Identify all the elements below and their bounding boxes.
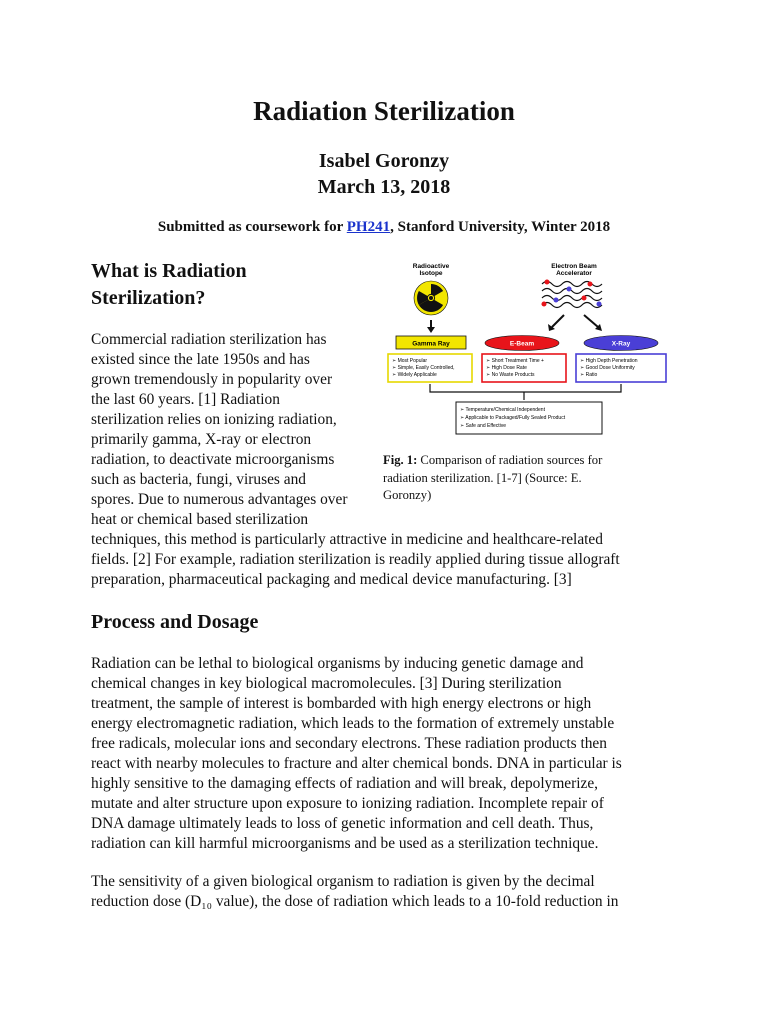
ebeam-point: ➢ High Dose Rate (486, 365, 527, 371)
arrow-left-down-icon (552, 315, 564, 327)
caption-label: Fig. 1: (383, 453, 418, 467)
submission-note (0, 219, 768, 236)
text-line: the last 60 years. [1] Radiation (91, 391, 280, 408)
gamma-point: ➢ Simple, Easily Controlled, (392, 365, 455, 371)
caption-text: Comparison of radiation sources for (417, 453, 603, 467)
gamma-point: ➢ Widely Applicable (392, 372, 437, 378)
text-line: treatment, the sample of interest is bombarded with high energy electrons or high (91, 695, 592, 712)
caption-line: Goronzy) (383, 488, 432, 502)
electron-beam-waves-icon (542, 282, 602, 308)
section-heading-process-dosage: Process and Dosage (91, 611, 259, 633)
text-line: fields. [2] For example, radiation sterilization is readily applied during tissue allograft (91, 551, 620, 568)
radiation-trefoil-icon (414, 281, 448, 315)
text-line: chemical changes in key biological macromolecules. [3] During sterilization (91, 675, 562, 692)
text-line: Radiation can be lethal to biological organisms by inducing genetic damage and (91, 655, 584, 672)
intro-paragraph-continued (91, 530, 691, 590)
text-line: grown tremendously in popularity over (91, 371, 333, 388)
text-line: DNA damage ultimately leads to loss of genetic information and cell death. Thus, (91, 815, 594, 832)
text-line: The sensitivity of a given biological organism to radiation is given by the decimal (91, 873, 595, 890)
text-line: techniques, this method is particularly attractive in medicine and healthcare-related (91, 531, 603, 548)
text-line: radiation, to deactivate microorganisms (91, 451, 335, 468)
intro-paragraph (91, 330, 391, 530)
caption-line (383, 452, 667, 470)
text-line: primarily gamma, X-ray or electron (91, 431, 312, 448)
text-line: mutate and alter structure upon exposure to ionizing radiation. Incomplete repair of (91, 795, 604, 812)
e-beam-label: E-Beam (509, 340, 535, 348)
text-line: reduction dose (D₁₀ value), the dose of radiation which leads to a 10-fold reduction in (91, 893, 619, 910)
text-line: free radicals, molecular ions and secondary electrons. These radiation products then (91, 735, 607, 752)
common-point: ➢ Safe and Effective (460, 423, 507, 429)
author-name: Isabel Goronzy (318, 150, 450, 172)
heading-line: What is Radiation (91, 260, 247, 282)
submission-suffix: , Stanford University, Winter 2018 (390, 219, 611, 235)
text-line: Commercial radiation sterilization has (91, 331, 327, 348)
arrow-right-down-icon (584, 315, 598, 327)
figure-caption (383, 452, 667, 505)
ebeam-accelerator-label: Electron Beam (551, 263, 597, 270)
radiation-sources-figure (384, 260, 678, 438)
text-line: highly sensitive to the damaging effects of radiation and will break, depolymerize, (91, 775, 599, 792)
text-line: heat or chemical based sterilization (91, 511, 309, 528)
bracket-connector (430, 384, 621, 392)
sensitivity-paragraph (91, 872, 691, 912)
accelerator-label: Accelerator (556, 270, 592, 277)
text-line: react with nearby molecules to fracture and alter chemical bonds. DNA in particular is (91, 755, 622, 772)
process-paragraph (91, 654, 691, 854)
xray-point: ➢ Ratio (580, 372, 598, 378)
arrow-head-icon (427, 327, 435, 333)
xray-point: ➢ High Depth Penetration (580, 358, 638, 364)
ebeam-point: ➢ Short Treatment Time + (486, 358, 544, 364)
common-point: ➢ Applicable to Packaged/Fully Sealed Product (460, 415, 566, 421)
ebeam-point: ➢ No Waste Products (486, 372, 535, 378)
text-line: preparation, pharmaceutical packaging and medical device manufacturing. [3] (91, 571, 572, 588)
radioactive-label: Radioactive (412, 263, 450, 270)
x-ray-label: X-Ray (611, 340, 631, 348)
document-title: Radiation Sterilization (253, 96, 515, 126)
isotope-label: Isotope (419, 270, 443, 277)
document-date: March 13, 2018 (317, 176, 451, 198)
text-line: existed since the late 1950s and has (91, 351, 310, 368)
text-line: sterilization relies on ionizing radiation, (91, 411, 337, 428)
common-point: ➢ Temperature/Chemical Independent (460, 407, 545, 413)
submission-prefix: Submitted as coursework for (157, 219, 347, 235)
text-line: such as bacteria, fungi, viruses and (91, 471, 306, 488)
course-link[interactable]: PH241 (346, 219, 391, 235)
heading-line: Sterilization? (91, 287, 206, 309)
caption-line: radiation sterilization. [1-7] (Source: E. (383, 470, 582, 485)
gamma-ray-label: Gamma Ray (412, 340, 450, 348)
text-line: energy electromagnetic radiation, which leads to the formation of extremely unstable (91, 715, 615, 732)
text-line: radiation can kill harmful microorganisms and be used as a sterilization technique. (91, 835, 599, 852)
text-line: spores. Due to numerous advantages over (91, 491, 348, 508)
xray-point: ➢ Good Dose Uniformity (580, 365, 635, 371)
gamma-point: ➢ Most Popular (392, 358, 428, 364)
section-heading-what-is (91, 258, 247, 312)
